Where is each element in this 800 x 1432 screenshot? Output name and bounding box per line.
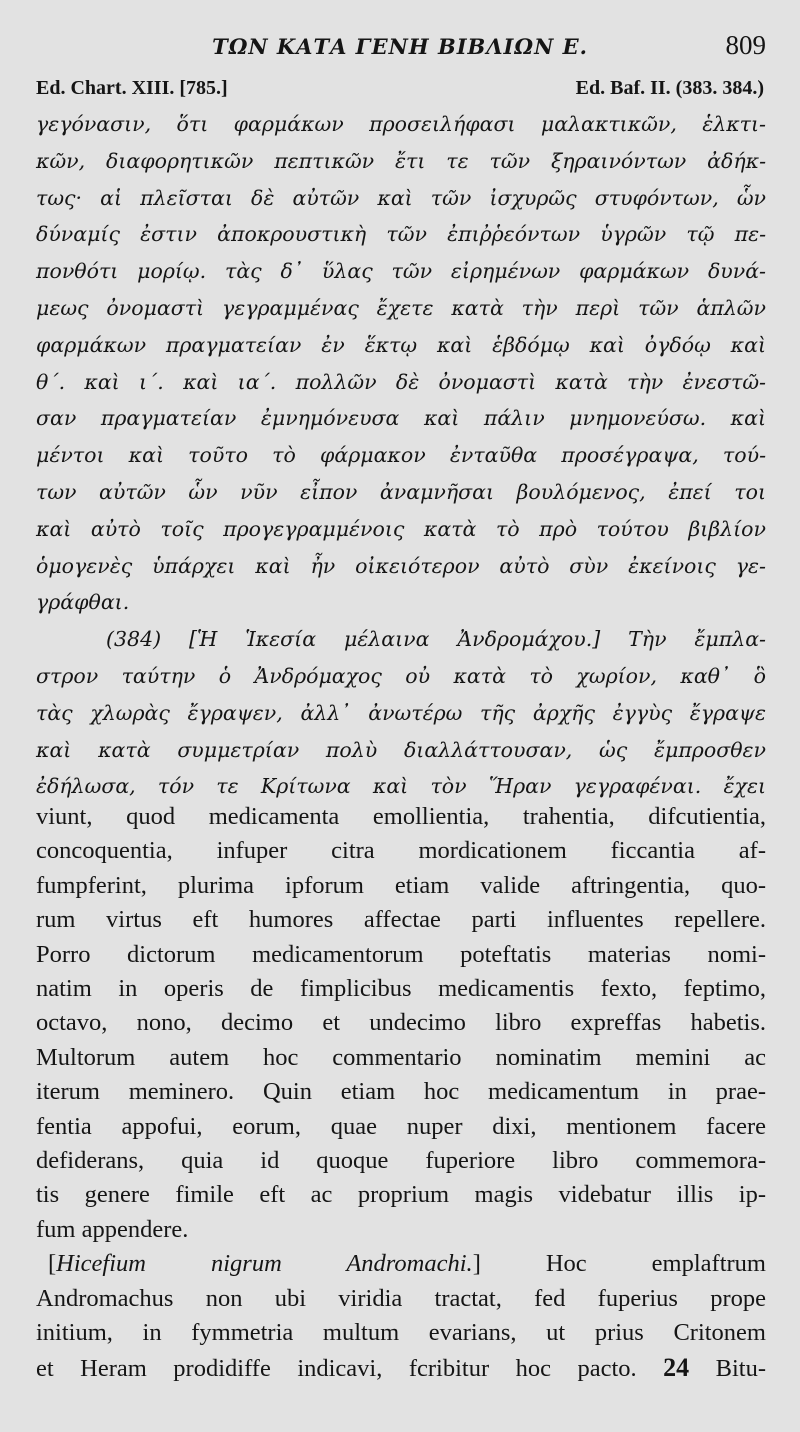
latin-line: defiderans, quia id quoque fuperiore libro commemora-	[36, 1147, 766, 1175]
latin-line: natim in operis de fimplicibus medicamentis fexto, feptimo,	[36, 975, 766, 1003]
greek-line: πονθότι μορίῳ. τὰς δ᾽ ὕλας τῶν εἰρημένων φαρμάκων δυνά-	[36, 259, 766, 284]
greek-line: (384) [Ἡ Ἱκεσία μέλαινα Ἀνδρομάχου.] Τὴν ἔμπλα-	[106, 627, 766, 652]
latin-line: Porro dictorum medicamentorum poteftatis materias nomi-	[36, 940, 766, 968]
greek-text-block	[36, 106, 766, 805]
latin-line: iterum meminero. Quin etiam hoc medicamentum in prae-	[36, 1078, 766, 1106]
latin-line: rum virtus eft humores affectae parti influentes repellere.	[36, 906, 766, 934]
latin-line: viunt, quod medicamenta emollientia, trahentia, difcutientia,	[36, 803, 766, 830]
latin-line: initium, in fymmetria multum evarians, ut prius Critonem	[36, 1319, 766, 1347]
greek-paragraph-1	[36, 106, 766, 621]
page-number: 809	[725, 30, 766, 60]
latin-paragraph-2	[36, 1247, 766, 1386]
greek-line: θ΄. καὶ ι΄. καὶ ια΄. πολλῶν δὲ ὀνομαστὶ κατὰ τὴν ἐνεστῶ-	[36, 369, 766, 394]
greek-line: γράφθαι.	[36, 590, 130, 615]
latin-line-rest: Hoc emplaftrum	[545, 1250, 766, 1278]
greek-line: μεως ὀνομαστὶ γεγραμμένας ἔχετε κατὰ τὴν περὶ τῶν ἁπλῶν	[36, 295, 766, 320]
greek-line: ὁμογενὲς ὑπάρχει καὶ ἦν οἰκειότερον αὐτὸ σὺν ἐκείνοις γε-	[36, 553, 766, 578]
latin-line-text: et Heram prodidiffe indicavi, fcribitur hoc pacto.	[36, 1354, 637, 1382]
greek-line: καὶ αὐτὸ τοῖς προγεγραμμένοις κατὰ τὸ πρὸ τούτου βιβλίον	[36, 516, 766, 541]
latin-line: Multorum autem hoc commentario nominatim memini ac	[36, 1043, 766, 1071]
latin-text-block	[36, 800, 766, 1386]
latin-line: fum appendere.	[36, 1215, 189, 1243]
greek-paragraph-2	[36, 621, 766, 805]
greek-line: μέντοι καὶ τοῦτο τὸ φάρμακον ἐνταῦθα προσέγραψα, τού-	[36, 443, 766, 468]
signature-mark: 24	[663, 1352, 690, 1382]
latin-line-end: Bitu-	[715, 1354, 767, 1382]
greek-line: τὰς χλωρὰς ἔγραψεν, ἀλλ᾽ ἀνωτέρω τῆς ἀρχῆς ἐγγὺς ἔγραψε	[36, 700, 766, 725]
greek-line: δύναμίς ἐστιν ἀποκρουστικὴ τῶν ἐπιῤῥεόντων ὑγρῶν τῷ πε-	[36, 222, 766, 247]
latin-final-line	[36, 1351, 766, 1386]
greek-line: γεγόνασιν, ὅτι φαρμάκων προσειλήφασι μαλακτικῶν, ἑλκτι-	[36, 112, 766, 136]
greek-line: στρον ταύτην ὁ Ἀνδρόμαχος οὐ κατὰ τὸ χωρίον, καθ᾽ ὃ	[36, 663, 766, 688]
greek-line: των αὐτῶν ὧν νῦν εἶπον ἀναμνῆσαι βουλόμενος, ἐπεί τοι	[36, 479, 766, 504]
greek-line: φαρμάκων πραγματείαν ἐν ἕκτῳ καὶ ἑβδόμῳ καὶ ὀγδόῳ καὶ	[36, 332, 766, 357]
latin-line: fentia appofui, eorum, quae nuper dixi, mentionem facere	[36, 1112, 766, 1140]
latin-line: fumpferint, plurima ipforum etiam valide aftringentia, quo-	[36, 871, 766, 899]
latin-line: concoquentia, infuper citra mordicationem ficcantia af-	[36, 837, 766, 865]
edition-basel-reference: Ed. Baf. II. (383. 384.)	[575, 77, 764, 99]
greek-line: τως· αἱ πλεῖσται δὲ αὐτῶν καὶ τῶν ἰσχυρῶς στυφόντων, ὧν	[36, 185, 766, 210]
latin-line: octavo, nono, decimo et undecimo libro expreffas habetis.	[36, 1009, 766, 1037]
greek-line: σαν πραγματείαν ἐμνημόνευσα καὶ πάλιν μνημονεύσω. καὶ	[36, 406, 766, 431]
greek-line: ἐδήλωσα, τόν τε Κρίτωνα καὶ τὸν Ἥραν γεγραφέναι. ἔχει	[36, 774, 766, 799]
greek-line: καὶ κατὰ συμμετρίαν πολὺ διαλλάττουσαν, ὡς ἔμπροσθεν	[36, 737, 766, 762]
latin-line: tis genere fimile eft ac proprium magis videbatur illis ip-	[36, 1181, 766, 1209]
latin-line: Andromachus non ubi viridia tractat, fed fuperius prope	[36, 1284, 766, 1312]
running-title: ΤΩΝ ΚΑΤΑ ΓΕΝΗ ΒΙΒΛΙΩΝ Ε.	[212, 34, 588, 59]
latin-lemma: Hicefium nigrum Andromachi.	[56, 1250, 473, 1278]
edition-reference-line	[36, 77, 764, 107]
edition-chartier-reference: Ed. Chart. XIII. [785.]	[36, 77, 228, 99]
latin-paragraph-1	[36, 800, 766, 1247]
latin-lemma-line: [Hicefium nigrum Andromachi.] Hoc emplaftrum	[48, 1250, 766, 1278]
greek-line: κῶν, διαφορητικῶν πεπτικῶν ἔτι τε τῶν ξηραινόντων ἀδήκ-	[36, 148, 766, 173]
